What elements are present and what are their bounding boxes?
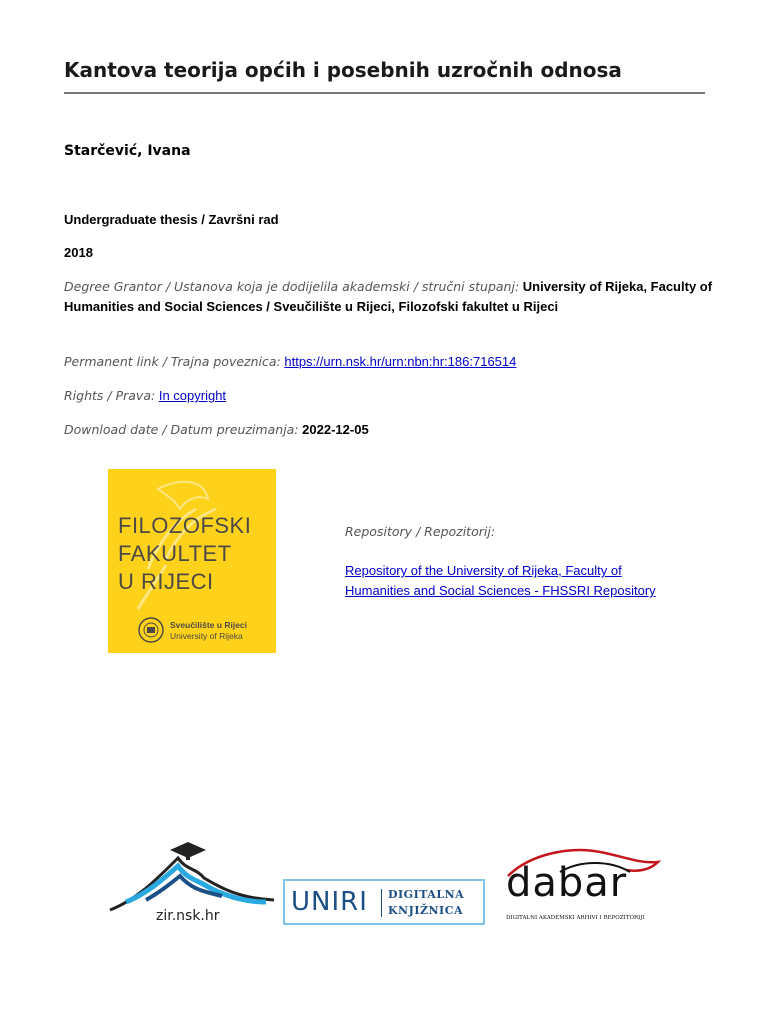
uniri-divider	[381, 889, 382, 917]
university-seal-icon	[138, 617, 164, 643]
uniri-digital-library-logo	[283, 879, 485, 925]
download-date-label: Download date / Datum preuzimanja:	[64, 422, 299, 437]
zir-logo-text: zir.nsk.hr	[156, 908, 220, 924]
permanent-link	[64, 352, 714, 372]
page-title: Kantova teorija općih i posebnih uzročnih odnosa	[64, 58, 622, 82]
rights-label: Rights / Prava:	[64, 388, 156, 403]
faculty-logo-uni-en: University of Rijeka	[170, 631, 243, 641]
degree-grantor	[64, 277, 714, 317]
faculty-logo-line3: U RIJECI	[118, 569, 214, 594]
degree-grantor-value: University of Rijeka, Faculty of Humanities and Social Sciences / Sveučilište u Rijeci, Filozofski fakultet u Rijeci	[64, 279, 713, 314]
dabar-subtitle: DIGITALNI AKADEMSKI ARHIVI I REPOZITORIJI	[506, 915, 645, 921]
permanent-link-url[interactable]: https://urn.nsk.hr/urn:nbn:hr:186:716514	[284, 354, 517, 369]
dabar-word: dabar	[506, 860, 628, 906]
author-name: Starčević, Ivana	[64, 143, 191, 159]
faculty-logo-line2: FAKULTET	[118, 541, 232, 566]
rights	[64, 386, 714, 406]
title-divider	[64, 92, 705, 94]
degree-grantor-label: Degree Grantor / Ustanova koja je dodijelila akademski / stručni stupanj:	[64, 279, 520, 294]
repository-label: Repository / Repozitorij:	[345, 524, 496, 539]
faculty-logo-uni-hr: Sveučilište u Rijeci	[170, 620, 248, 630]
thesis-year: 2018	[64, 245, 93, 260]
thesis-type: Undergraduate thesis / Završni rad	[64, 212, 279, 227]
rights-link[interactable]: In copyright	[158, 388, 227, 403]
faculty-logo	[108, 469, 276, 653]
permanent-link-label: Permanent link / Trajna poveznica:	[64, 354, 281, 369]
uniri-lib-line1: DIGITALNA	[388, 888, 465, 901]
download-date	[64, 420, 714, 440]
repository-link-block	[345, 561, 685, 601]
faculty-logo-line1: FILOZOFSKI	[118, 513, 252, 538]
repository-link[interactable]: Repository of the University of Rijeka, Faculty of Humanities and Social Sciences - FHSSRI Repository	[345, 563, 656, 598]
uniri-lib-line2: KNJIŽNICA	[388, 904, 463, 917]
uniri-word: UNIRI	[291, 887, 368, 917]
download-date-value: 2022-12-05	[302, 422, 369, 437]
